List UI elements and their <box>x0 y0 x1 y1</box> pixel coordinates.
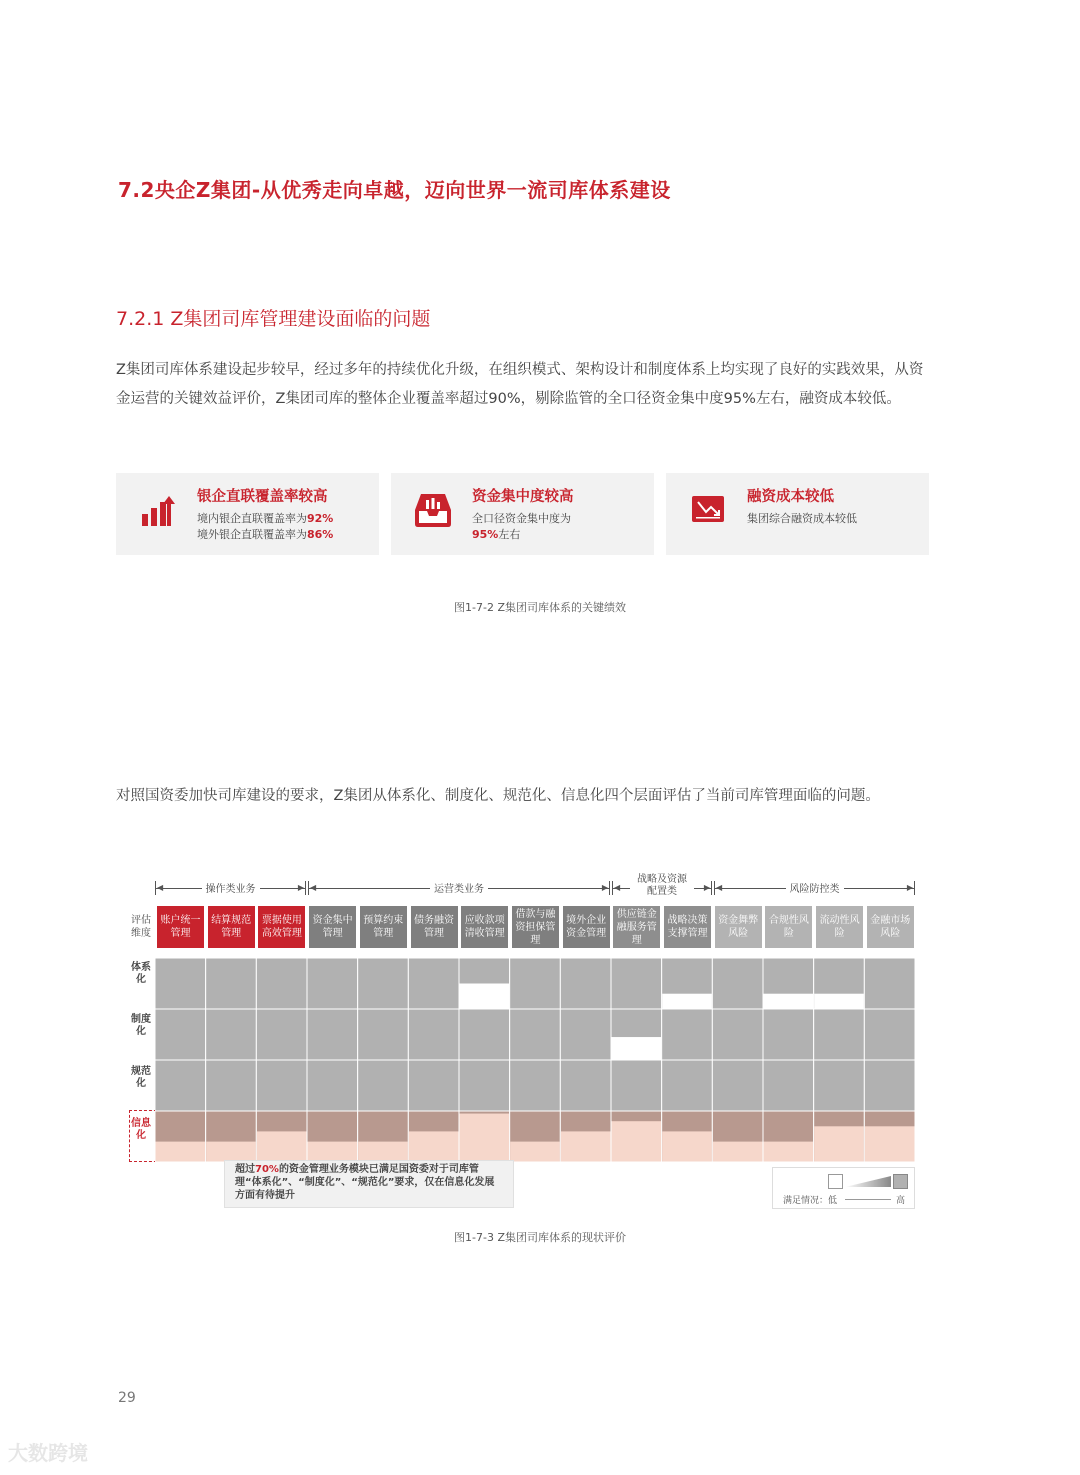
column-header: 债务融资管理 <box>411 906 458 948</box>
matrix-cell <box>408 1060 459 1111</box>
matrix-cell <box>712 1009 763 1060</box>
matrix-cell <box>662 1009 713 1060</box>
section-title: 7.2央企Z集团-从优秀走向卓越，迈向世界一流司库体系建设 <box>118 178 671 202</box>
evaluation-matrix <box>155 958 915 1162</box>
column-header: 战略决策支撑管理 <box>664 906 711 948</box>
legend-low-swatch <box>828 1174 843 1189</box>
column-header: 结算规范管理 <box>208 906 255 948</box>
matrix-cell <box>560 1060 611 1111</box>
matrix-cell <box>155 1060 206 1111</box>
matrix-cell-gap <box>612 1121 662 1161</box>
group-strategy: ◀ ▶ 战略及资源配置类 <box>614 874 710 897</box>
matrix-cell-gap <box>206 1142 256 1162</box>
matrix-cell <box>155 1009 206 1060</box>
column-header: 供应链金融服务管理 <box>613 906 660 948</box>
matrix-cell <box>712 958 763 1009</box>
matrix-cell-gap <box>764 1142 814 1162</box>
matrix-cell <box>763 1009 814 1060</box>
kpi-card-bank-link <box>116 473 379 555</box>
matrix-cell-gap <box>409 1131 459 1161</box>
matrix-cell <box>662 1060 713 1111</box>
column-header: 票据使用高效管理 <box>258 906 305 948</box>
watermark: 大数跨境 <box>8 1441 88 1465</box>
column-header: 境外企业资金管理 <box>563 906 610 948</box>
matrix-cell <box>155 958 206 1009</box>
figure-caption-2: 图1-7-3 Z集团司库体系的现状评价 <box>454 1231 626 1244</box>
matrix-cell-gap <box>257 1131 307 1161</box>
kpi-title: 融资成本较低 <box>747 489 834 505</box>
matrix-cell-gap <box>460 984 510 1009</box>
matrix-cell <box>459 1060 510 1111</box>
legend-low-label: 满足情况：低 <box>783 1196 838 1206</box>
kpi-card-financing-cost <box>666 473 929 555</box>
subsection-title: 7.2.1 Z集团司库管理建设面临的问题 <box>116 308 431 330</box>
page-number: 29 <box>118 1390 136 1406</box>
matrix-cell-gap <box>561 1131 611 1161</box>
group-risk: ◀ ▶ 风险防控类 <box>714 880 915 896</box>
matrix-cell-gap <box>814 994 864 1009</box>
kpi-line: 全口径资金集中度为 <box>472 512 571 525</box>
matrix-cell <box>560 958 611 1009</box>
trend-down-icon <box>688 490 728 530</box>
matrix-cell <box>814 1009 865 1060</box>
matrix-cell-gap <box>510 1142 560 1162</box>
bar-chart-up-icon <box>138 490 178 530</box>
kpi-card-concentration <box>391 473 654 555</box>
inbox-tray-icon <box>413 490 453 530</box>
matrix-cell <box>712 1060 763 1111</box>
kpi-line: 境外银企直联覆盖率为86% <box>197 528 334 541</box>
legend-high-swatch <box>893 1174 908 1189</box>
paragraph-1: Z集团司库体系建设起步较早，经过多年的持续优化升级，在组织模式、架构设计和制度体系上均实现了良好的实践效果，从资金运营的关键效益评价，Z集团司库的整体企业覆盖率超过90%，剔除监管的全口径资金集中度95%左右，融资成本较低。 <box>116 362 924 407</box>
matrix-cell <box>358 1009 409 1060</box>
matrix-cell <box>510 1009 561 1060</box>
figure-caption-1: 图1-7-2 Z集团司库体系的关键绩效 <box>454 601 626 614</box>
legend-high-label: 高 <box>896 1196 906 1206</box>
legend <box>772 1167 915 1209</box>
matrix-cell <box>206 1009 257 1060</box>
column-header: 账户统一管理 <box>157 906 204 948</box>
matrix-cell <box>307 958 358 1009</box>
matrix-cell-gap <box>662 1131 712 1161</box>
kpi-title: 资金集中度较高 <box>472 489 574 505</box>
matrix-cell <box>256 1009 307 1060</box>
matrix-cell-gap <box>156 1142 206 1162</box>
row-label-information: 信息化 <box>131 1118 151 1141</box>
column-header: 借款与融资担保管理 <box>512 906 559 948</box>
group-operating: ◀ ▶ 运营类业务 <box>308 880 610 896</box>
kpi-line: 95%左右 <box>472 528 521 541</box>
matrix-cell-gap <box>358 1142 408 1162</box>
matrix-cell <box>864 1009 915 1060</box>
matrix-cell <box>307 1009 358 1060</box>
axis-header: 评估维度 <box>131 915 151 939</box>
matrix-cell <box>206 958 257 1009</box>
column-header: 资金舞弊风险 <box>715 906 762 948</box>
matrix-cell <box>864 958 915 1009</box>
column-header: 合规性风险 <box>765 906 812 948</box>
matrix-cell <box>611 1060 662 1111</box>
matrix-cell <box>611 958 662 1009</box>
matrix-cell-gap <box>460 1114 510 1162</box>
column-header: 金融市场风险 <box>867 906 914 948</box>
column-header: 应收款项清收管理 <box>461 906 508 948</box>
matrix-cell <box>358 958 409 1009</box>
matrix-cell <box>358 1060 409 1111</box>
column-header: 预算约束管理 <box>360 906 407 948</box>
matrix-cell <box>763 1060 814 1111</box>
matrix-cell <box>206 1060 257 1111</box>
matrix-cell-gap <box>764 994 814 1009</box>
row-label-system: 体系化 <box>131 962 151 985</box>
matrix-cell <box>459 1009 510 1060</box>
matrix-cell <box>510 1060 561 1111</box>
matrix-cell <box>864 1060 915 1111</box>
paragraph-2: 对照国资委加快司库建设的要求，Z集团从体系化、制度化、规范化、信息化四个层面评估了当前司库管理面临的问题。 <box>116 788 880 804</box>
matrix-cell <box>560 1009 611 1060</box>
matrix-cell <box>814 1060 865 1111</box>
legend-gradient <box>845 1176 891 1188</box>
column-header: 流动性风险 <box>816 906 863 948</box>
row-label-standard: 规范化 <box>131 1066 151 1089</box>
column-header: 资金集中管理 <box>309 906 356 948</box>
matrix-cell <box>510 958 561 1009</box>
row-label-institution: 制度化 <box>131 1014 151 1037</box>
matrix-cell <box>256 958 307 1009</box>
callout-note: 超过70%的资金管理业务模块已满足国资委对于司库管理“体系化”、“制度化”、“规范化”要求，仅在信息化发展方面有待提升 <box>224 1160 514 1208</box>
matrix-cell <box>307 1060 358 1111</box>
matrix-cell-gap <box>308 1142 358 1162</box>
matrix-cell <box>408 1009 459 1060</box>
kpi-title: 银企直联覆盖率较高 <box>197 489 328 505</box>
kpi-line: 境内银企直联覆盖率为92% <box>197 512 334 525</box>
matrix-cell-gap <box>814 1126 864 1161</box>
matrix-cell <box>408 958 459 1009</box>
matrix-cell-gap <box>713 1142 763 1162</box>
matrix-cell <box>256 1060 307 1111</box>
kpi-line: 集团综合融资成本较低 <box>747 512 857 525</box>
matrix-cell-gap <box>865 1126 915 1161</box>
matrix-cell-gap <box>662 994 712 1009</box>
group-operation: ◀ ▶ 操作类业务 <box>155 880 306 896</box>
legend-arrow <box>845 1199 891 1200</box>
matrix-cell-gap <box>612 1037 662 1059</box>
